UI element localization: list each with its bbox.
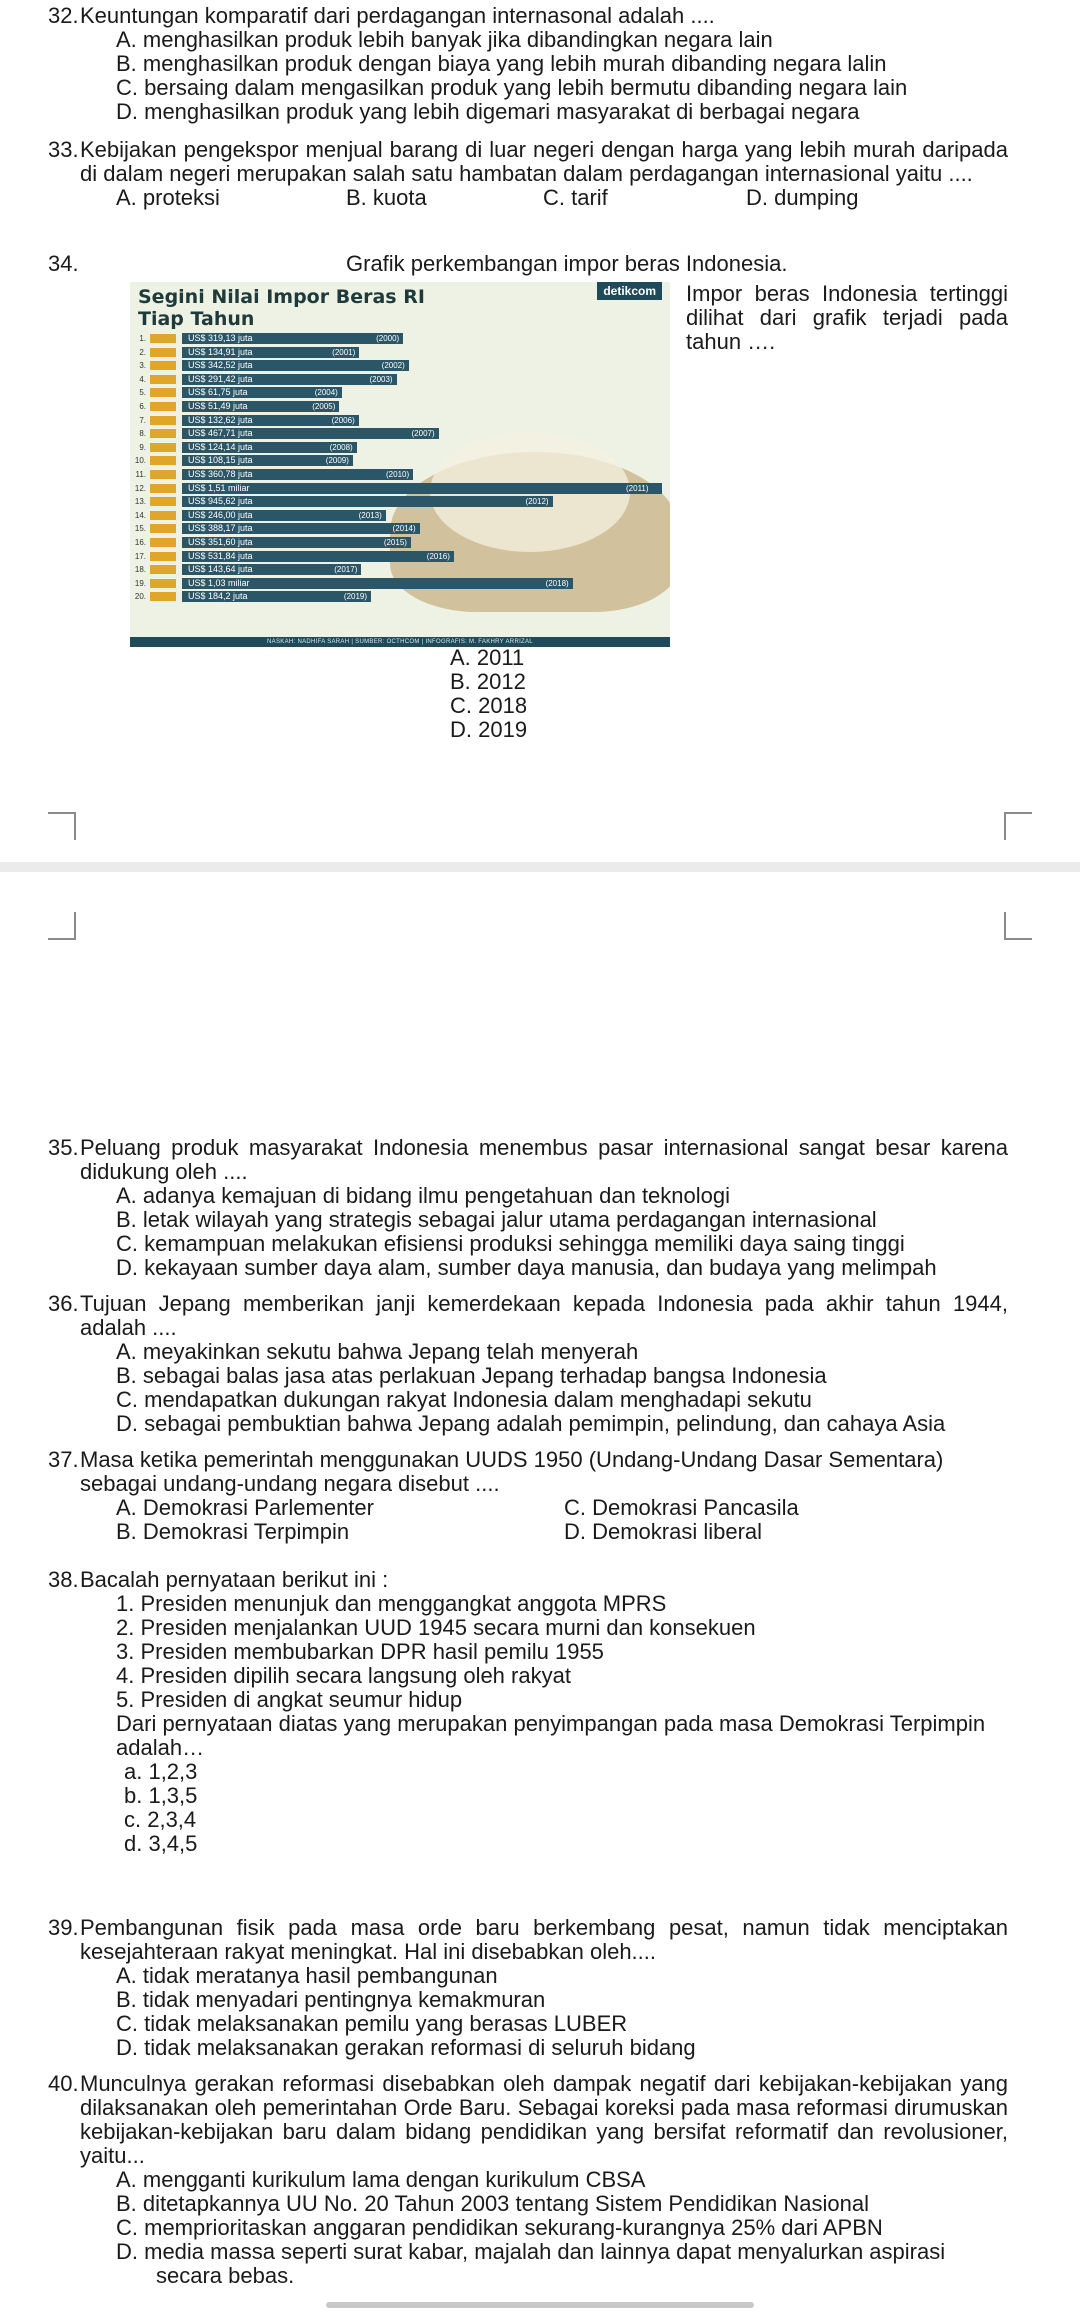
rice-stalk-icon [150,361,176,370]
option-c: C. bersaing dalam mengasilkan produk yang lebih bermutu dibanding negara lain [116,75,908,100]
chart-bar-row [130,522,670,535]
bar-year-label: (2015) [380,537,411,548]
bar-value-label: US$ 143,64 juta [188,564,253,575]
chart-bar-row [130,454,670,467]
question-text: Peluang produk masyarakat Indonesia menembus pasar internasional sangat besar karena didukung oleh .... [80,1135,1008,1184]
option-a: A. Demokrasi Parlementer [116,1495,374,1520]
bar-index-label: 13. [134,497,146,507]
option-b: B. letak wilayah yang strategis sebagai jalur utama perdagangan internasional [116,1207,877,1232]
rice-stalk-icon [150,375,176,384]
statement-5: 5. Presiden di angkat seumur hidup [116,1687,463,1712]
rice-stalk-icon [150,497,176,506]
bar-value-label: US$ 467,71 juta [188,428,253,439]
bar-year-label: (2009) [322,455,353,466]
bar-index-label: 10. [134,456,146,466]
option-a: A. proteksi [116,185,220,210]
option-a: A. adanya kemajuan di bidang ilmu pengetahuan dan teknologi [116,1183,731,1208]
statement-3: 3. Presiden membubarkan DPR hasil pemilu 1955 [116,1639,604,1664]
bar-year-label: (2010) [382,469,413,480]
question-number: 38. [48,1567,79,1592]
question-33 [48,138,1008,210]
bar-value-label: US$ 360,78 juta [188,469,253,479]
bar-year-label: (2018) [542,578,573,589]
bar-value-label: US$ 1,03 miliar [188,577,250,588]
option-b: B. kuota [346,185,427,210]
question-stem [48,2072,1008,2168]
option-c: C. Demokrasi Pancasila [564,1495,799,1520]
bar-year-label: (2012) [521,496,552,507]
bar-value-label: US$ 291,42 juta [188,373,253,384]
question-number: 34. [48,251,79,276]
bar-value-label: US$ 342,52 juta [188,360,253,371]
bar-value-label: US$ 61,75 juta [188,387,248,398]
bar-year-label: (2003) [365,374,396,385]
option-c: C. mendapatkan dukungan rakyat Indonesia dalam menghadapi sekutu [116,1387,812,1412]
scroll-indicator[interactable] [326,2302,754,2308]
option-a: A. 2011 [450,645,525,670]
question-number: 36. [48,1291,79,1316]
option-d: D. tidak melaksanakan gerakan reformasi di seluruh bidang [116,2035,696,2060]
bar-value-label: US$ 132,62 juta [188,414,253,425]
question-37 [48,1448,1008,1544]
question-text: Bacalah pernyataan berikut ini : [80,1567,389,1592]
bar-value-label: US$ 108,15 juta [188,455,253,466]
question-40 [48,2072,1008,2288]
chart-bar-row [130,468,670,481]
chart-bar-row [130,359,670,372]
question-text: Keuntungan komparatif dari perdagangan internasonal adalah .... [80,3,715,28]
statement-4: 4. Presiden dipilih secara langsung oleh rakyat [116,1663,571,1688]
page-1 [0,0,1080,862]
question-32 [48,4,1008,124]
option-a: A. tidak meratanya hasil pembangunan [116,1963,498,1988]
question-prompt: Dari pernyataan diatas yang merupakan penyimpangan pada masa Demokrasi Terpimpin adalah… [116,1711,986,1760]
bar-value-label: US$ 388,17 juta [188,523,253,534]
chart-bar-row [130,414,670,427]
option-c: C. kemampuan melakukan efisiensi produksi sehingga memiliki daya saing tinggi [116,1231,905,1256]
question-38 [48,1568,1008,1856]
bar-index-label: 9. [139,442,146,452]
chart-title-line-1: Segini Nilai Impor Beras RI [138,286,425,308]
option-d: d. 3,4,5 [124,1831,198,1856]
question-text: Masa ketika pemerintah menggunakan UUDS 1950 (Undang-Undang Dasar Sementara) sebagai undang-undang negara disebut .... [80,1447,944,1496]
bar-value-label: US$ 351,60 juta [188,537,253,547]
chart-bar-row [130,400,670,413]
rice-stalk-icon [150,348,176,357]
rice-stalk-icon [150,484,176,493]
chart-bar-row [130,332,670,345]
chart-bar-row [130,427,670,440]
chart-bar-row [130,590,670,603]
question-34-header [48,252,1008,276]
option-b: B. sebagai balas jasa atas perlakuan Jepang terhadap bangsa Indonesia [116,1363,827,1388]
chart-bar-row [130,495,670,508]
bar-year-label: (2007) [408,428,439,439]
question-text: Kebijakan pengekspor menjual barang di luar negeri dengan harga yang lebih murah daripada di dalam negeri merupakan salah satu hambatan dalam perdagangan internasional yaitu .... [80,137,1008,186]
rice-stalk-icon [150,443,176,452]
chart-bar-row [130,577,670,590]
bar-index-label: 6. [139,402,146,411]
rice-stalk-icon [150,334,176,343]
options-row [48,1496,1008,1520]
option-b: B. 2012 [450,669,526,694]
chart-caption: Grafik perkembangan impor beras Indonesia. [346,251,788,276]
option-a: A. menghasilkan produk lebih banyak jika dibandingkan negara lain [116,27,773,52]
question-number: 39. [48,1915,79,1940]
chart-bar-row [130,386,670,399]
page-corner-mark [1004,812,1032,840]
rice-stalk-icon [150,416,176,425]
bar-year-label: (2000) [372,333,403,344]
options-row [48,1520,1008,1544]
bar-year-label: (2001) [328,347,359,358]
chart-bar-row [130,550,670,563]
option-c: C. 2018 [450,693,528,718]
chart-bar-row [130,536,670,549]
option-a: A. meyakinkan sekutu bahwa Jepang telah menyerah [116,1339,639,1364]
page-2 [0,872,1080,2315]
question-text: Pembangunan fisik pada masa orde baru berkembang pesat, namun tidak menciptakan kesejahteraan rakyat meningkat. Hal ini disebabkan oleh.... [80,1915,1008,1964]
bar-index-label: 17. [134,551,146,561]
option-d: D. Demokrasi liberal [564,1519,763,1544]
bar-index-label: 20. [134,592,146,602]
question-stem [48,1292,1008,1340]
option-b: B. tidak menyadari pentingnya kemakmuran [116,1987,546,2012]
option-d: D. 2019 [450,717,528,742]
rice-stalk-icon [150,524,176,533]
bar-value-label: US$ 134,91 juta [188,346,253,357]
bar-year-label: (2014) [389,523,420,534]
bar-index-label: 14. [134,510,146,520]
bar-year-label: (2008) [326,442,357,453]
chart-bar-row [130,373,670,386]
bar-index-label: 18. [134,565,146,575]
option-b: b. 1,3,5 [124,1783,198,1808]
bar-value-label: US$ 246,00 juta [188,509,253,520]
option-d: D. kekayaan sumber daya alam, sumber daya manusia, dan budaya yang melimpah [116,1255,937,1280]
option-d: D. sebagai pembuktian bahwa Jepang adalah pemimpin, pelindung, dan cahaya Asia [116,1411,946,1436]
rice-stalk-icon [150,511,176,520]
question-number: 40. [48,2071,79,2096]
bar-value-label: US$ 51,49 juta [188,401,248,411]
question-35 [48,1136,1008,1280]
page-corner-mark [1004,912,1032,940]
bar-index-label: 2. [139,347,146,357]
chart-title [138,286,425,330]
question-number: 32. [48,3,79,28]
bar-index-label: 15. [134,524,146,534]
rice-stalk-icon [150,402,176,411]
question-stem [48,1136,1008,1184]
chart-title-line-2: Tiap Tahun [138,308,255,330]
question-36 [48,1292,1008,1436]
bar-value-label: US$ 531,84 juta [188,550,253,561]
question-39 [48,1916,1008,2060]
rice-stalk-icon [150,592,176,601]
option-d: D. dumping [746,185,859,210]
detikcom-logo: detikcom [597,282,662,300]
question-stem [48,138,1008,186]
option-c: C. tarif [543,185,608,210]
bar-value-label: US$ 945,62 juta [188,496,253,507]
rice-stalk-icon [150,456,176,465]
statement-2: 2. Presiden menjalankan UUD 1945 secara murni dan konsekuen [116,1615,756,1640]
question-text: Tujuan Jepang memberikan janji kemerdekaan kepada Indonesia pada akhir tahun 1944, adalah .... [80,1291,1008,1340]
question-number: 37. [48,1447,79,1472]
chart-bar-row [130,346,670,359]
bar-year-label: (2005) [308,401,339,412]
option-d-continuation: secara bebas. [156,2263,295,2288]
option-c: C. tidak melaksanakan pemilu yang berasas LUBER [116,2011,628,2036]
rice-stalk-icon [150,538,176,547]
chart-bar-row [130,563,670,576]
option-b: B. ditetapkannya UU No. 20 Tahun 2003 tentang Sistem Pendidikan Nasional [116,2191,869,2216]
bar-year-label: (2002) [378,360,409,371]
bar-index-label: 19. [134,578,146,588]
option-c: C. memprioritaskan anggaran pendidikan sekurang-kurangnya 25% dari APBN [116,2215,883,2240]
bar-index-label: 16. [134,538,146,547]
rice-stalk-icon [150,552,176,561]
bar-year-label: (2013) [355,510,386,521]
bar-index-label: 11. [135,470,146,479]
bar-year-label: (2011) [622,483,653,494]
option-a: a. 1,2,3 [124,1759,198,1784]
rice-stalk-icon [150,470,176,479]
bar-year-label: (2016) [423,551,454,562]
option-d: D. media massa seperti surat kabar, majalah dan lainnya dapat menyalurkan aspirasi [116,2239,946,2264]
bar-index-label: 5. [139,388,146,398]
question-stem [48,1448,1008,1496]
bar-index-label: 12. [134,483,146,493]
rice-stalk-icon [150,388,176,397]
bar-value-label: US$ 124,14 juta [188,441,253,452]
statement-1: 1. Presiden menunjuk dan menggangkat anggota MPRS [116,1591,667,1616]
question-34-text: Impor beras Indonesia tertinggi dilihat dari grafik terjadi pada tahun …. [686,281,1008,354]
option-b: B. menghasilkan produk dengan biaya yang lebih murah dibanding negara lalin [116,51,887,76]
question-stem [48,1916,1008,1964]
bar-index-label: 4. [139,374,146,384]
page-separator [0,862,1080,872]
bar-index-label: 7. [139,415,146,425]
chart-bar-row [130,441,670,454]
question-34-options [450,646,527,742]
chart-bar-row [130,482,670,495]
option-b: B. Demokrasi Terpimpin [116,1519,350,1544]
bar-index-label: 8. [139,429,146,439]
chart-bar-row [130,509,670,522]
page-corner-mark [48,812,76,840]
question-stem [48,4,1008,28]
bar-index-label: 1. [139,334,146,343]
question-stem [48,1568,1008,1592]
bar-value-label: US$ 319,13 juta [188,333,253,343]
option-a: A. mengganti kurikulum lama dengan kurikulum CBSA [116,2167,646,2192]
rice-import-chart [130,282,670,647]
question-number: 33. [48,137,79,162]
option-c: c. 2,3,4 [124,1807,197,1832]
rice-stalk-icon [150,565,176,574]
bar-value-label: US$ 1,51 miliar [188,482,250,493]
bar-value-label: US$ 184,2 juta [188,591,248,602]
bar-year-label: (2019) [340,591,371,602]
option-d: D. menghasilkan produk yang lebih digemari masyarakat di berbagai negara [116,99,860,124]
options-row [48,186,1008,210]
bar-year-label: (2004) [311,387,342,398]
bar-index-label: 3. [139,361,146,371]
chart-credits: NASKAH: NADHIFA SARAH | SUMBER: OCTHCOM | INFOGRAFIS: M. FAKHRY ARRIZAL [130,637,670,647]
question-number: 35. [48,1135,79,1160]
rice-stalk-icon [150,579,176,588]
rice-stalk-icon [150,429,176,438]
chart-bar [182,483,662,494]
bar-year-label: (2006) [328,415,359,426]
page-corner-mark [48,912,76,940]
question-text: Munculnya gerakan reformasi disebabkan oleh dampak negatif dari kebijakan-kebijakan yang dilaksanakan oleh pemerintahan Orde Baru. Sebagai koreksi pada masa reformasi dirumuskan kebijakan-kebijakan baru dalam bidang pendidikan yang bersifat reformatif dan revolusioner, yaitu... [80,2071,1008,2168]
bar-year-label: (2017) [330,564,361,575]
